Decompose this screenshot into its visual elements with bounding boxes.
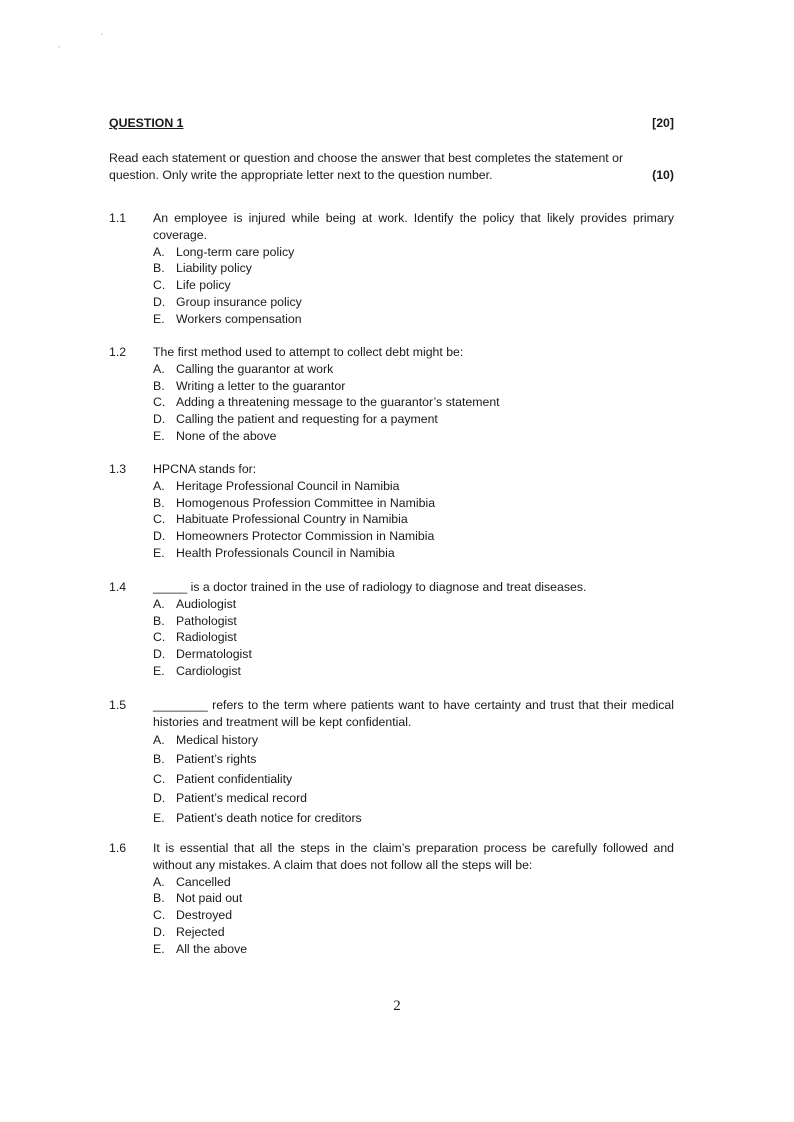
option-letter: D. <box>153 294 166 309</box>
question-stem: It is essential that all the steps in the claim’s preparation process be carefully followed and without any mistakes. A claim that does not follow all the steps will be: <box>153 841 674 872</box>
question-number: 1.4 <box>109 580 127 594</box>
answer-option <box>153 294 674 311</box>
option-letter: C. <box>153 395 166 410</box>
option-text: Patient’s death notice for creditors <box>176 810 362 825</box>
answer-option <box>153 941 674 958</box>
option-text: Health Professionals Council in Namibia <box>176 545 395 560</box>
answer-option <box>153 361 674 378</box>
option-letter: A. <box>153 361 165 376</box>
option-letter: A. <box>153 244 165 259</box>
option-letter: D. <box>153 924 166 939</box>
answer-option <box>153 260 674 277</box>
question-item <box>109 697 674 828</box>
option-letter: E. <box>153 311 165 326</box>
answer-option <box>153 907 674 924</box>
answer-option <box>153 311 674 328</box>
answer-option <box>153 596 674 613</box>
answer-option <box>153 770 674 790</box>
option-text: Dermatologist <box>176 647 252 662</box>
answer-option <box>153 528 674 545</box>
answer-option <box>153 478 674 495</box>
option-letter: B. <box>153 752 165 767</box>
option-letter: A. <box>153 596 165 611</box>
option-text: Habituate Professional Country in Namibia <box>176 512 408 527</box>
question-item <box>109 840 674 958</box>
answer-option <box>153 394 674 411</box>
question-number: 1.5 <box>109 698 127 712</box>
option-letter: E. <box>153 810 165 825</box>
answer-option <box>153 511 674 528</box>
option-text: None of the above <box>176 428 277 443</box>
answer-option <box>153 411 674 428</box>
option-letter: E. <box>153 545 165 560</box>
answer-option <box>153 663 674 680</box>
option-text: Workers compensation <box>176 311 302 326</box>
answer-option <box>153 428 674 445</box>
option-letter: D. <box>153 412 166 427</box>
answer-option <box>153 731 674 751</box>
option-text: Not paid out <box>176 891 243 906</box>
option-text: Calling the guarantor at work <box>176 361 334 376</box>
option-text: Life policy <box>176 278 231 293</box>
option-letter: D. <box>153 529 166 544</box>
question-stem: ________ refers to the term where patients want to have certainty and trust that their medical histories and treatment will be kept confidential. <box>153 698 674 729</box>
option-letter: D. <box>153 791 166 806</box>
question-header <box>109 116 674 132</box>
option-text: All the above <box>176 941 248 956</box>
question-number: 1.1 <box>109 211 127 225</box>
option-letter: E. <box>153 428 165 443</box>
option-text: Medical history <box>176 732 259 747</box>
option-text: Patient’s rights <box>176 752 257 767</box>
option-letter: B. <box>153 613 165 628</box>
answer-option <box>153 277 674 294</box>
question-item <box>109 344 674 445</box>
option-letter: E. <box>153 941 165 956</box>
option-text: Adding a threatening message to the guarantor’s statement <box>176 395 500 410</box>
option-text: Patient confidentiality <box>176 771 293 786</box>
option-text: Rejected <box>176 924 225 939</box>
option-text: Pathologist <box>176 613 237 628</box>
page-number: 2 <box>393 998 401 1014</box>
question-stem: The first method used to attempt to collect debt might be: <box>153 345 464 359</box>
answer-option <box>153 629 674 646</box>
option-letter: C. <box>153 630 166 645</box>
option-letter: C. <box>153 908 166 923</box>
answer-options <box>153 731 674 829</box>
answer-option <box>153 789 674 809</box>
answer-options <box>153 874 674 958</box>
answer-options <box>153 478 674 562</box>
option-text: Writing a letter to the guarantor <box>176 378 346 393</box>
instructions-text: Read each statement or question and choose the answer that best completes the statement or question. Only write the appropriate letter next to the question number. <box>109 151 624 182</box>
option-letter: C. <box>153 278 166 293</box>
option-letter: A. <box>153 478 165 493</box>
answer-option <box>153 924 674 941</box>
option-text: Audiologist <box>176 596 237 611</box>
answer-option <box>153 809 674 829</box>
question-number: 1.6 <box>109 841 127 855</box>
option-letter: C. <box>153 771 166 786</box>
option-letter: E. <box>153 663 165 678</box>
answer-option <box>153 646 674 663</box>
question-stem: _____ is a doctor trained in the use of radiology to diagnose and treat diseases. <box>153 580 587 594</box>
answer-option <box>153 495 674 512</box>
option-text: Calling the patient and requesting for a payment <box>176 412 438 427</box>
answer-options <box>153 596 674 680</box>
question-item <box>109 210 674 328</box>
option-text: Cardiologist <box>176 663 241 678</box>
question-total-marks: [20] <box>652 116 674 130</box>
option-letter: C. <box>153 512 166 527</box>
question-number: 1.3 <box>109 462 127 476</box>
option-text: Heritage Professional Council in Namibia <box>176 478 400 493</box>
answer-option <box>153 378 674 395</box>
scan-speck: , <box>58 40 61 49</box>
answer-option <box>153 244 674 261</box>
option-text: Liability policy <box>176 261 252 276</box>
answer-option <box>153 890 674 907</box>
scan-speck: ‘ <box>101 32 103 41</box>
answer-option <box>153 874 674 891</box>
option-text: Cancelled <box>176 874 231 889</box>
question-stem: An employee is injured while being at work. Identify the policy that likely provides primary coverage. <box>153 211 674 242</box>
option-text: Homeowners Protector Commission in Namibia <box>176 529 435 544</box>
question-item <box>109 461 674 562</box>
question-item <box>109 579 674 680</box>
option-text: Destroyed <box>176 908 233 923</box>
option-text: Group insurance policy <box>176 294 302 309</box>
option-letter: B. <box>153 261 165 276</box>
option-text: Radiologist <box>176 630 237 645</box>
option-letter: B. <box>153 891 165 906</box>
option-letter: D. <box>153 647 166 662</box>
answer-option <box>153 545 674 562</box>
option-letter: B. <box>153 495 165 510</box>
question-title: QUESTION 1 <box>109 116 184 130</box>
option-letter: A. <box>153 874 165 889</box>
answer-option <box>153 750 674 770</box>
option-text: Patient’s medical record <box>176 791 308 806</box>
answer-option <box>153 613 674 630</box>
question-number: 1.2 <box>109 345 127 359</box>
answer-options <box>153 244 674 328</box>
option-letter: A. <box>153 732 165 747</box>
instructions <box>109 150 674 183</box>
section-marks: (10) <box>652 167 674 182</box>
answer-options <box>153 361 674 445</box>
question-stem: HPCNA stands for: <box>153 462 257 476</box>
option-text: Homogenous Profession Committee in Namibia <box>176 495 436 510</box>
option-text: Long-term care policy <box>176 244 295 259</box>
option-letter: B. <box>153 378 165 393</box>
